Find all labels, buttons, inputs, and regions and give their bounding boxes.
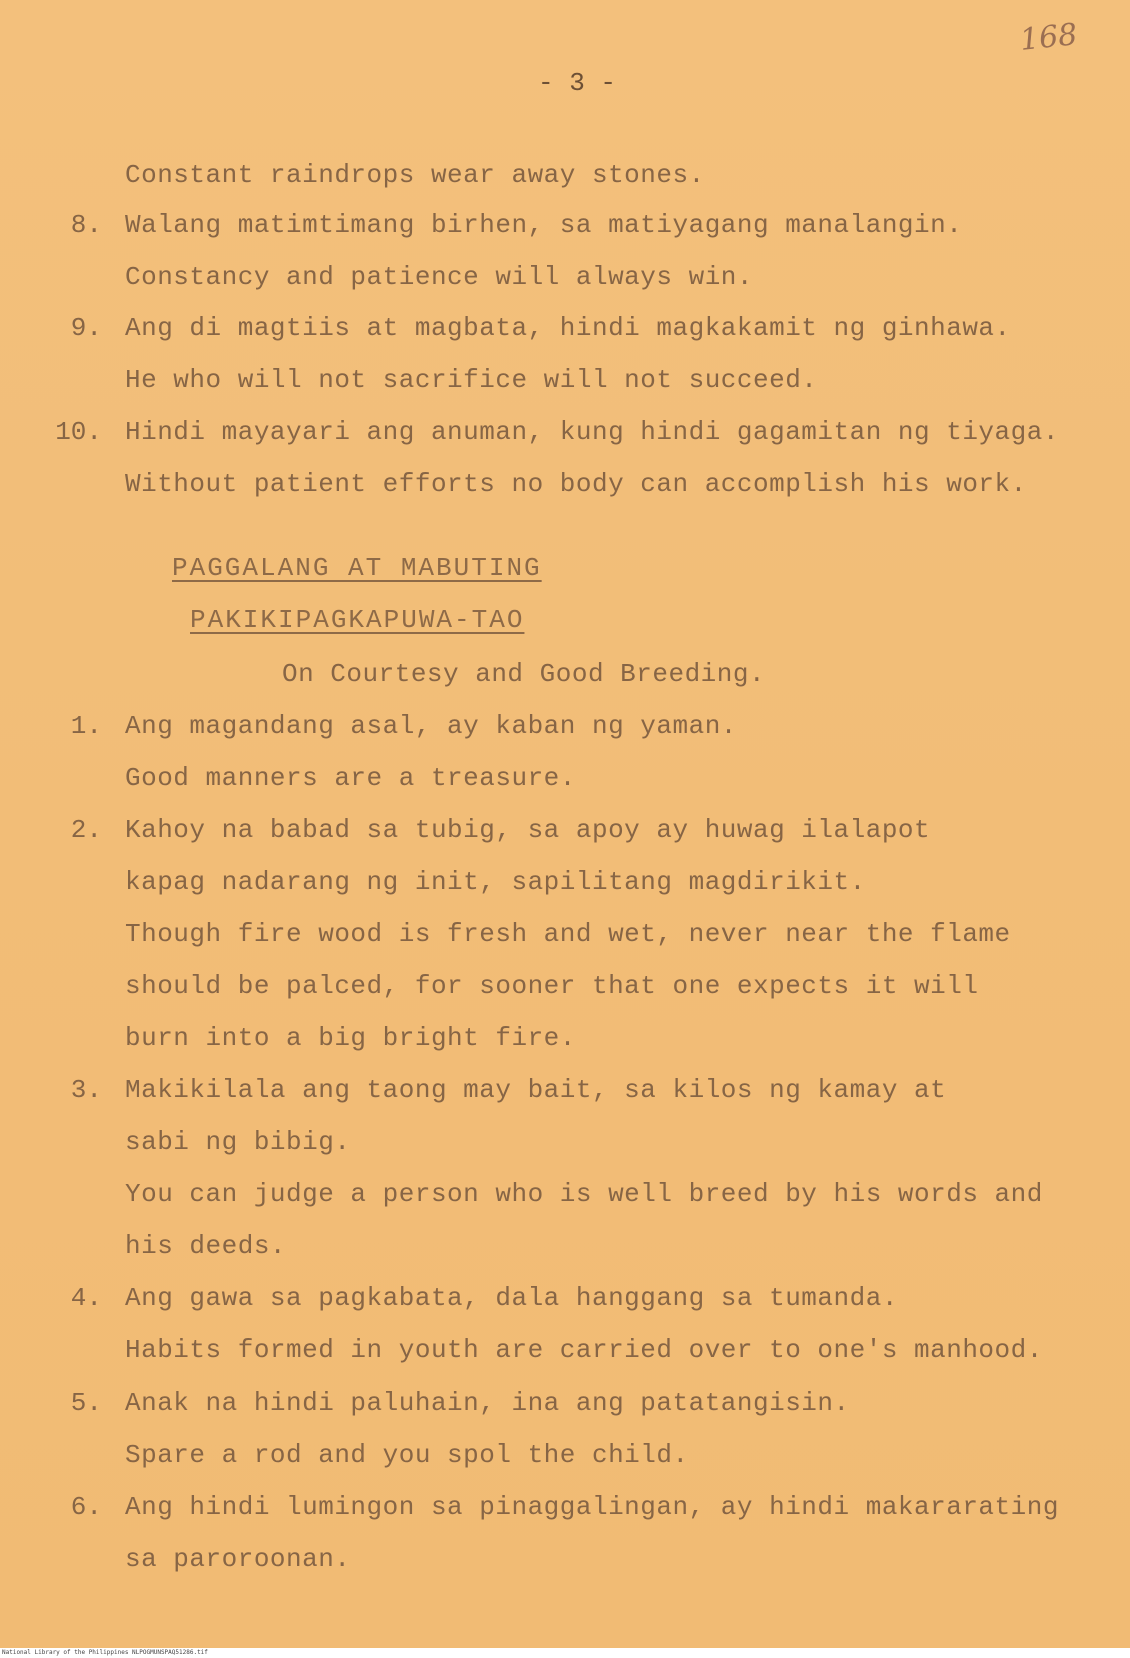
- scan-footer: National Library of the Philippines NLPOGMUNSPAQ51286.tif: [0, 1648, 1130, 1658]
- text-line: Though fire wood is fresh and wet, never near the flame: [125, 919, 1011, 949]
- text-line: Ang gawa sa pagkabata, dala hanggang sa tumanda.: [125, 1283, 898, 1313]
- item-number: 8.: [70, 210, 102, 240]
- text-line: Good manners are a treasure.: [125, 763, 576, 793]
- text-line: Ang hindi lumingon sa pinaggalingan, ay hindi makararating: [125, 1492, 1059, 1522]
- text-line: Anak na hindi paluhain, ina ang patatangisin.: [125, 1388, 850, 1418]
- section-heading: PAGGALANG AT MABUTING: [172, 553, 542, 583]
- text-line: Constant raindrops wear away stones.: [125, 160, 705, 190]
- text-line: should be palced, for sooner that one expects it will: [125, 971, 979, 1001]
- text-line: his deeds.: [125, 1231, 287, 1261]
- text-line: He who will not sacrifice will not succeed.: [125, 365, 818, 395]
- item-number: 6.: [70, 1492, 102, 1522]
- text-line: You can judge a person who is well breed by his words and: [125, 1179, 1043, 1209]
- item-number: 4.: [70, 1283, 102, 1313]
- text-line: burn into a big bright fire.: [125, 1023, 576, 1053]
- text-line: Hindi mayayari ang anuman, kung hindi gagamitan ng tiyaga.: [125, 417, 1059, 447]
- item-number: 1.: [70, 711, 102, 741]
- item-number: 5.: [70, 1388, 102, 1418]
- text-line: Makikilala ang taong may bait, sa kilos ng kamay at: [125, 1075, 947, 1105]
- text-line: Ang magandang asal, ay kaban ng yaman.: [125, 711, 737, 741]
- text-line: Walang matimtimang birhen, sa matiyagang manalangin.: [125, 210, 963, 240]
- item-number: 2.: [70, 815, 102, 845]
- text-line: Kahoy na babad sa tubig, sa apoy ay huwag ilalapot: [125, 815, 931, 845]
- section-subtitle: On Courtesy and Good Breeding.: [282, 659, 766, 689]
- section-heading: PAKIKIPAGKAPUWA-TAO: [190, 605, 525, 635]
- folio-number: 168: [1018, 17, 1079, 58]
- text-line: Habits formed in youth are carried over to one's manhood.: [125, 1335, 1043, 1365]
- text-line: Without patient efforts no body can accomplish his work.: [125, 469, 1027, 499]
- item-number: 9.: [70, 313, 102, 343]
- text-line: sabi ng bibig.: [125, 1127, 351, 1157]
- text-line: Ang di magtiis at magbata, hindi magkakamit ng ginhawa.: [125, 313, 1011, 343]
- text-line: Constancy and patience will always win.: [125, 262, 753, 292]
- text-line: sa paroroonan.: [125, 1544, 351, 1574]
- page-number: - 3 -: [538, 68, 617, 98]
- text-line: kapag nadarang ng init, sapilitang magdirikit.: [125, 867, 866, 897]
- text-line: Spare a rod and you spol the child.: [125, 1440, 689, 1470]
- item-number: 3.: [70, 1075, 102, 1105]
- item-number: 10.: [55, 417, 102, 447]
